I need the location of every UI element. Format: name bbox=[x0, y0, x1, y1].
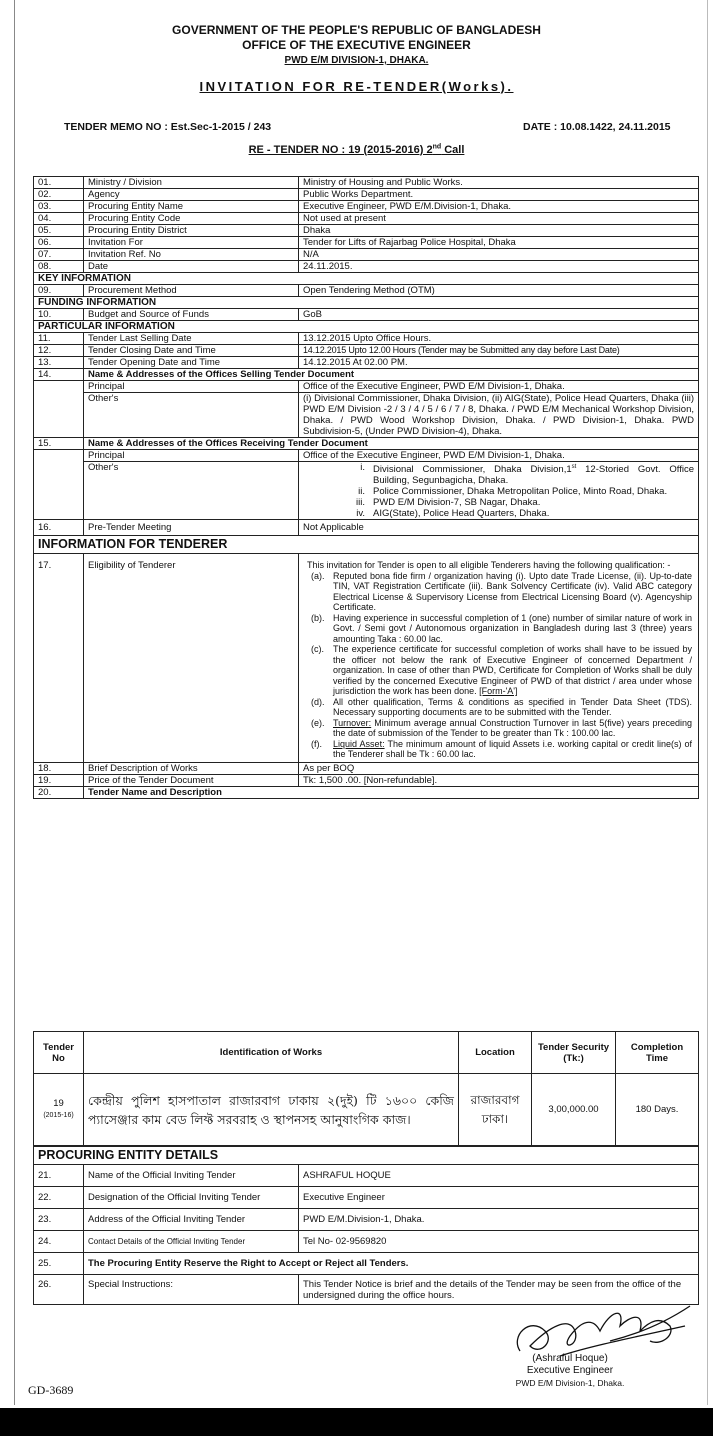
table-row bbox=[34, 285, 699, 297]
row-label: Pre-Tender Meeting bbox=[84, 520, 299, 536]
condition-text: Having experience in successful completion of 1 (one) number of similar nature of work in Govt. / Semi govt / Autonomous organization in Bangladesh during last 3 (three) years amounting Taka : 60.00 lac. bbox=[333, 612, 692, 644]
table-row bbox=[34, 237, 699, 249]
procuring-entity-heading: PROCURING ENTITY DETAILS bbox=[34, 1147, 699, 1165]
condition-number: (d). bbox=[311, 696, 325, 707]
header-division: PWD E/M DIVISION-1, DHAKA. bbox=[284, 55, 429, 66]
row-number: 14. bbox=[34, 369, 84, 381]
row-number: 17. bbox=[34, 554, 84, 763]
item-number: i. bbox=[360, 462, 365, 473]
row-number: 04. bbox=[34, 213, 84, 225]
row-label: Address of the Official Inviting Tender bbox=[84, 1209, 299, 1231]
condition-number: (e). bbox=[311, 717, 325, 728]
table-row bbox=[34, 225, 699, 237]
particular-information-heading: PARTICULAR INFORMATION bbox=[34, 321, 699, 333]
row-value: Open Tendering Method (OTM) bbox=[299, 285, 699, 297]
row-value: 13.12.2015 Upto Office Hours. bbox=[299, 333, 699, 345]
procuring-entity-table bbox=[33, 1146, 699, 1305]
table-row bbox=[34, 1253, 699, 1275]
table-row bbox=[34, 462, 699, 520]
row-number: 11. bbox=[34, 333, 84, 345]
row-label: Tender Last Selling Date bbox=[84, 333, 299, 345]
funding-information-heading: FUNDING INFORMATION bbox=[34, 297, 699, 309]
row-value: GoB bbox=[299, 309, 699, 321]
right-border bbox=[707, 0, 708, 1405]
table-row bbox=[34, 520, 699, 536]
row-label: Ministry / Division bbox=[84, 177, 299, 189]
row-number: 12. bbox=[34, 345, 84, 357]
row-label: Procuring Entity District bbox=[84, 225, 299, 237]
bottom-black-bar bbox=[0, 1408, 713, 1436]
row-value: N/A bbox=[299, 249, 699, 261]
row-label: Other's bbox=[84, 462, 299, 520]
condition-number: (f). bbox=[311, 738, 322, 749]
table-row bbox=[34, 450, 699, 462]
row-value: Ministry of Housing and Public Works. bbox=[299, 177, 699, 189]
header-security: Tender Security (Tk:) bbox=[532, 1032, 616, 1074]
table-row bbox=[34, 369, 699, 381]
row-number: 24. bbox=[34, 1231, 84, 1253]
eligibility-condition bbox=[307, 697, 696, 718]
header-identification: Identification of Works bbox=[84, 1032, 459, 1074]
row-value: PWD E/M.Division-1, Dhaka. bbox=[299, 1209, 699, 1231]
item-text: PWD E/M Division-7, SB Nagar, Dhaka. bbox=[373, 497, 541, 509]
condition-text: Reputed bona fide firm / organization having (i). Upto date Trade License, (ii). Up-to-date TIN, VAT Registration Certificate (iii). Bank Solvency Certificate (iv). Valid ABC category Electrical License & Supervisory License from Electrical Licensing Board (v). Agencyship Certificate. bbox=[333, 570, 692, 613]
signatory-office: PWD E/M Division-1, Dhaka. bbox=[515, 1378, 625, 1388]
row-value: 14.12.2015 Upto 12.00 Hours (Tender may be Submitted any day before Last Date) bbox=[299, 345, 699, 357]
row-label: Procuring Entity Code bbox=[84, 213, 299, 225]
row-number: 10. bbox=[34, 309, 84, 321]
table-row bbox=[34, 554, 699, 763]
tender-memo-no: TENDER MEMO NO : Est.Sec-1-2015 / 243 bbox=[64, 121, 272, 133]
work-location: রাজারবাগ ঢাকা। bbox=[459, 1074, 532, 1146]
selling-offices-title: Name & Addresses of the Offices Selling Tender Document bbox=[84, 369, 699, 381]
row-value: Tel No- 02-9569820 bbox=[299, 1231, 699, 1253]
signatory-name: (Ashraful Hoque) bbox=[532, 1353, 608, 1364]
table-row bbox=[34, 309, 699, 321]
row-value: Not used at present bbox=[299, 213, 699, 225]
table-row bbox=[34, 249, 699, 261]
row-number-blank bbox=[34, 450, 84, 520]
item-text: AIG(State), Police Head Quarters, Dhaka. bbox=[373, 508, 550, 520]
row-label: Special Instructions: bbox=[84, 1275, 299, 1305]
item-text: Police Commissioner, Dhaka Metropolitan Police, Minto Road, Dhaka. bbox=[373, 486, 668, 498]
row-number: 13. bbox=[34, 357, 84, 369]
receiving-office-item bbox=[303, 486, 694, 497]
tender-date: DATE : 10.08.1422, 24.11.2015 bbox=[523, 121, 671, 133]
condition-text: All other qualification, Terms & conditions as specified in Tender Data Sheet (TDS). Necessary supporting documents are to be submitted with the Tender. bbox=[333, 696, 692, 718]
row-value: 24.11.2015. bbox=[299, 261, 699, 273]
table-row bbox=[34, 786, 699, 798]
table-row bbox=[34, 1187, 699, 1209]
row-number: 20. bbox=[34, 786, 84, 798]
section-row bbox=[34, 536, 699, 554]
table-row bbox=[34, 393, 699, 438]
row-label: Tender Opening Date and Time bbox=[84, 357, 299, 369]
row-value: Dhaka bbox=[299, 225, 699, 237]
item-text: Divisional Commissioner, Dhaka Division,1st 12-Storied Govt. Office Building, Segunbagicha, Dhaka. bbox=[373, 464, 694, 487]
row-value: Office of the Executive Engineer, PWD E/M Division-1, Dhaka. bbox=[299, 381, 699, 393]
eligibility-condition bbox=[307, 644, 696, 697]
row-number: 21. bbox=[34, 1165, 84, 1187]
work-identification: কেন্দ্রীয় পুলিশ হাসপাতাল রাজারবাগ ঢাকায় ২(দুই) টি ১৬০০ কেজি প্যাসেঞ্জার কাম বেড লিফ্ট সরবরাহ ও স্থাপনসহ আনুষাংগিক কাজ। bbox=[84, 1074, 459, 1146]
table-row bbox=[34, 438, 699, 450]
left-border bbox=[14, 0, 15, 1405]
row-value: Executive Engineer bbox=[299, 1187, 699, 1209]
section-row bbox=[34, 297, 699, 309]
tender-name-description-title: Tender Name and Description bbox=[84, 786, 699, 798]
row-value: Public Works Department. bbox=[299, 189, 699, 201]
special-instructions: This Tender Notice is brief and the details of the Tender may be seen from the office of the undersigned during the office hours. bbox=[299, 1275, 699, 1305]
row-number: 01. bbox=[34, 177, 84, 189]
row-label: Other's bbox=[84, 393, 299, 438]
reserve-right-statement: The Procuring Entity Reserve the Right to Accept or Reject all Tenders. bbox=[84, 1253, 699, 1275]
row-number: 06. bbox=[34, 237, 84, 249]
tender-year: (2015-16) bbox=[43, 1112, 74, 1119]
works-header-row bbox=[34, 1032, 699, 1074]
row-value: Office of the Executive Engineer, PWD E/M Division-1, Dhaka. bbox=[299, 450, 699, 462]
row-number: 25. bbox=[34, 1253, 84, 1275]
row-number: 23. bbox=[34, 1209, 84, 1231]
receiving-office-item bbox=[303, 462, 694, 486]
header-location: Location bbox=[459, 1032, 532, 1074]
table-row bbox=[34, 201, 699, 213]
table-row bbox=[34, 774, 699, 786]
work-tender-no bbox=[34, 1074, 84, 1146]
row-value: 14.12.2015 At 02.00 PM. bbox=[299, 357, 699, 369]
row-label: Procurement Method bbox=[84, 285, 299, 297]
receiving-office-item bbox=[303, 497, 694, 508]
row-number: 18. bbox=[34, 762, 84, 774]
row-label: Brief Description of Works bbox=[84, 762, 299, 774]
row-label: Price of the Tender Document bbox=[84, 774, 299, 786]
header-tender-no: Tender No bbox=[34, 1032, 84, 1074]
signatory-title: Executive Engineer bbox=[526, 1365, 614, 1376]
row-number-blank bbox=[34, 381, 84, 438]
table-row bbox=[34, 213, 699, 225]
section-row bbox=[34, 273, 699, 285]
row-label: Principal bbox=[84, 450, 299, 462]
eligibility-condition bbox=[307, 718, 696, 739]
row-label: Budget and Source of Funds bbox=[84, 309, 299, 321]
footer-code: GD-3689 bbox=[28, 1383, 74, 1397]
row-value: Executive Engineer, PWD E/M.Division-1, Dhaka. bbox=[299, 201, 699, 213]
receiving-office-item bbox=[303, 508, 694, 519]
item-number: iii. bbox=[356, 497, 365, 509]
condition-number: (c). bbox=[311, 644, 324, 655]
row-number: 02. bbox=[34, 189, 84, 201]
condition-text: Liquid Asset: The minimum amount of liquid Assets i.e. working capital or credit line(s) of the Tenderer shall be Tk : 60.00 lac. bbox=[333, 738, 692, 760]
row-value: Not Applicable bbox=[299, 520, 699, 536]
works-table bbox=[33, 1031, 699, 1146]
work-completion: 180 Days. bbox=[616, 1074, 699, 1146]
row-number: 19. bbox=[34, 774, 84, 786]
condition-text: The experience certificate for successful completion of works shall have to be issued by the officer not below the rank of Executive Engineer of concerned Department / organization. In case of other than PWD, Certificate for Completion of Works shall be duly verified by the concerned Executive Engineer of PWD of that district / area under whose jurisdiction the work has been done. [Form-'A'] bbox=[333, 644, 692, 697]
item-number: ii. bbox=[358, 486, 365, 498]
information-for-tenderer-heading: INFORMATION FOR TENDERER bbox=[34, 536, 699, 554]
eligibility-condition bbox=[307, 739, 696, 760]
row-number: 16. bbox=[34, 520, 84, 536]
header-government: GOVERNMENT OF THE PEOPLE'S REPUBLIC OF BANGLADESH bbox=[172, 23, 541, 37]
invitation-title: INVITATION FOR RE-TENDER(Works). bbox=[199, 79, 514, 94]
row-label: Contact Details of the Official Inviting Tender bbox=[84, 1231, 299, 1253]
header-office: OFFICE OF THE EXECUTIVE ENGINEER bbox=[242, 38, 471, 52]
row-number: 26. bbox=[34, 1275, 84, 1305]
table-row bbox=[34, 1209, 699, 1231]
receiving-offices-others bbox=[299, 462, 699, 520]
row-number: 05. bbox=[34, 225, 84, 237]
row-number: 08. bbox=[34, 261, 84, 273]
section-row bbox=[34, 321, 699, 333]
row-value: Tk: 1,500 .00. [Non-refundable]. bbox=[299, 774, 699, 786]
eligibility-condition bbox=[307, 571, 696, 613]
row-label: Eligibility of Tenderer bbox=[84, 554, 299, 763]
retender-no: RE - TENDER NO : 19 (2015-2016) 2nd Call bbox=[248, 143, 465, 156]
table-row bbox=[34, 357, 699, 369]
row-label: Designation of the Official Inviting Tender bbox=[84, 1187, 299, 1209]
table-row bbox=[34, 189, 699, 201]
condition-number: (a). bbox=[311, 570, 325, 581]
section-row bbox=[34, 1147, 699, 1165]
row-label: Date bbox=[84, 261, 299, 273]
table-row bbox=[34, 381, 699, 393]
tender-no-value: 19 bbox=[53, 1098, 64, 1109]
condition-number: (b). bbox=[311, 612, 325, 623]
work-security: 3,00,000.00 bbox=[532, 1074, 616, 1146]
table-row bbox=[34, 345, 699, 357]
table-row bbox=[34, 177, 699, 189]
row-label: Agency bbox=[84, 189, 299, 201]
table-row bbox=[34, 333, 699, 345]
row-label: Name of the Official Inviting Tender bbox=[84, 1165, 299, 1187]
selling-offices-others: (i) Divisional Commissioner, Dhaka Division, (ii) AIG(State), Police Head Quarters, Dhaka (iii) PWD E/M Division -2 / 3 / 4 / 5 / 6 / 7 / 8, Dhaka. / PWD E/M Mechanical Workshop Division, Dhaka. / PWD Wood Workshop Division, Dhaka. / PWD Division-1, Dhaka. PWD Subdivision-5, (Under PWD Division-4), Dhaka. bbox=[299, 393, 699, 438]
row-number: 07. bbox=[34, 249, 84, 261]
signature-block bbox=[510, 1353, 630, 1389]
item-number: iv. bbox=[356, 508, 365, 520]
row-number: 15. bbox=[34, 438, 84, 450]
eligibility-conditions bbox=[299, 554, 699, 763]
row-label: Procuring Entity Name bbox=[84, 201, 299, 213]
header-completion: Completion Time bbox=[616, 1032, 699, 1074]
row-label: Invitation For bbox=[84, 237, 299, 249]
eligibility-condition bbox=[307, 613, 696, 645]
row-value: As per BOQ bbox=[299, 762, 699, 774]
tender-info-table bbox=[33, 176, 699, 799]
eligibility-intro: This invitation for Tender is open to all eligible Tenderers having the following qualification: - bbox=[307, 560, 671, 571]
row-number: 03. bbox=[34, 201, 84, 213]
table-row bbox=[34, 1165, 699, 1187]
row-label: Principal bbox=[84, 381, 299, 393]
row-number: 09. bbox=[34, 285, 84, 297]
works-row bbox=[34, 1074, 699, 1146]
table-row bbox=[34, 261, 699, 273]
key-information-heading: KEY INFORMATION bbox=[34, 273, 699, 285]
row-label: Invitation Ref. No bbox=[84, 249, 299, 261]
row-value: Tender for Lifts of Rajarbag Police Hospital, Dhaka bbox=[299, 237, 699, 249]
receiving-offices-title: Name & Addresses of the Offices Receiving Tender Document bbox=[84, 438, 699, 450]
row-label: Tender Closing Date and Time bbox=[84, 345, 299, 357]
table-row bbox=[34, 1231, 699, 1253]
row-value: ASHRAFUL HOQUE bbox=[299, 1165, 699, 1187]
table-row bbox=[34, 762, 699, 774]
row-number: 22. bbox=[34, 1187, 84, 1209]
condition-text: Turnover: Minimum average annual Construction Turnover in last 5(five) years preceding the date of submission of the Tender to be greater than Tk : 100.00 lac. bbox=[333, 717, 692, 739]
